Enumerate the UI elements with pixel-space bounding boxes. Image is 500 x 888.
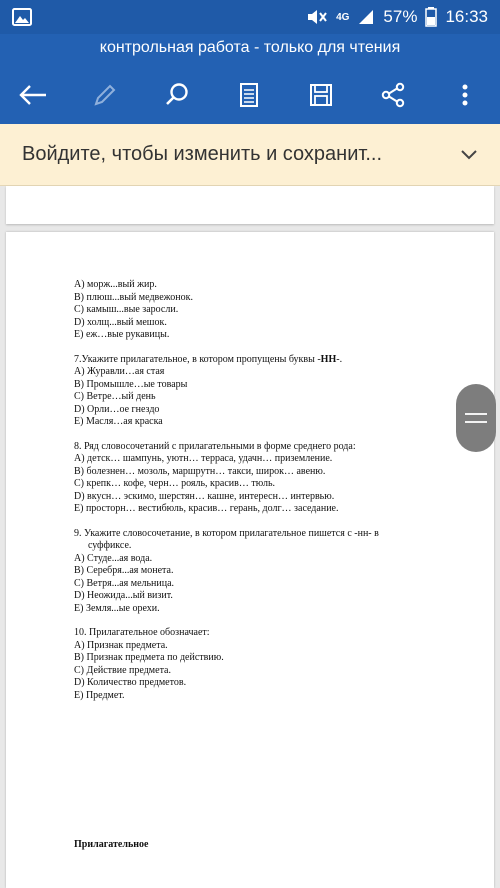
share-icon [380, 82, 406, 108]
back-arrow-icon [18, 84, 48, 106]
text-line: А) Признак предмета. [74, 639, 168, 651]
gallery-icon [12, 8, 32, 26]
grip-line [465, 413, 487, 415]
text-line: А) морж...вый жир. [74, 279, 157, 290]
pencil-icon [92, 82, 118, 108]
question-8: 8. Ряд словосочетаний с прилагательными в форме среднего рода: [74, 440, 356, 452]
text-line: С) Действие предмета. [74, 664, 171, 676]
more-vert-icon [461, 83, 469, 107]
text-line: В) болезнен… мозоль, маршрутн… такси, широк… авеню. [74, 465, 326, 477]
scroll-handle[interactable] [456, 384, 496, 452]
more-options-button[interactable] [448, 78, 482, 112]
text-line: А) детск… шампунь, уютн… терраса, удачн… приземление. [74, 453, 333, 464]
text-line: суффиксе. [88, 540, 132, 551]
text-line: С) Ветря...ая мельница. [74, 577, 175, 589]
text-line: Е) Масля…ая краска [74, 416, 163, 427]
text-line: Е) Предмет. [74, 689, 125, 701]
mute-icon [306, 8, 328, 26]
text-line: В) Признак предмета по действию. [74, 652, 224, 663]
text-line: D) Орли…ое гнездо [74, 403, 160, 415]
text-line: С) Ветре…ый день [74, 391, 156, 402]
text-line: С) камыш...вые заросли. [74, 304, 179, 315]
reading-view-icon [239, 82, 259, 108]
text-line: Е) просторн… вестибюль, красив… герань, долг… заседание. [74, 503, 339, 514]
sign-in-banner[interactable] [0, 124, 500, 186]
text-line: D) Количество предметов. [74, 677, 187, 688]
document-title: контрольная работа - только для чтения [0, 34, 500, 66]
battery-icon [425, 7, 437, 27]
document-content [74, 279, 434, 850]
question-10: 10. Прилагательное обозначает: [74, 627, 210, 638]
text-line: Е) Земля...ые орехи. [74, 602, 160, 614]
text-line: А) Студе...ая вода. [74, 552, 153, 564]
text-line: D) Неожида...ый визит. [74, 590, 173, 601]
clock: 16:33 [445, 7, 488, 26]
text-line: В) Промышле…ые товары [74, 378, 188, 390]
save-icon [309, 83, 333, 107]
share-button[interactable] [376, 78, 410, 112]
document-page [6, 232, 494, 888]
section-heading: Прилагательное [74, 839, 149, 850]
question-7: 7.Укажите прилагательное, в котором пропущены буквы -НН-. [74, 353, 343, 365]
back-button[interactable] [16, 78, 50, 112]
reading-view-button[interactable] [232, 78, 266, 112]
sign-in-text: Войдите, чтобы изменить и сохранит... [22, 143, 383, 165]
text-line: D) холщ...вый мешок. [74, 316, 167, 328]
status-bar [0, 0, 500, 34]
save-button[interactable] [304, 78, 338, 112]
question-9: 9. Укажите словосочетание, в котором прилагательное пишется с -нн- в [74, 527, 379, 539]
search-icon [164, 82, 190, 108]
text-line: А) Журавли…ая стая [74, 366, 165, 377]
signal-icon [357, 8, 375, 26]
text-line: В) плюш...вый медвежонок. [74, 291, 193, 303]
text-line: В) Серебря...ая монета. [74, 565, 174, 576]
toolbar [0, 66, 500, 124]
edit-button[interactable] [88, 78, 122, 112]
chevron-down-icon[interactable] [460, 149, 478, 161]
network-type: 4G [336, 11, 350, 23]
battery-percent: 57% [383, 7, 418, 26]
text-line: С) крепк… кофе, черн… рояль, красив… тюль. [74, 478, 276, 489]
text-line: Е) еж…вые рукавицы. [74, 329, 170, 340]
text-line: D) вкусн… эскимо, шерстян… кашне, интересн… интервью. [74, 490, 335, 502]
grip-line [465, 421, 487, 423]
search-button[interactable] [160, 78, 194, 112]
previous-page [6, 186, 494, 224]
